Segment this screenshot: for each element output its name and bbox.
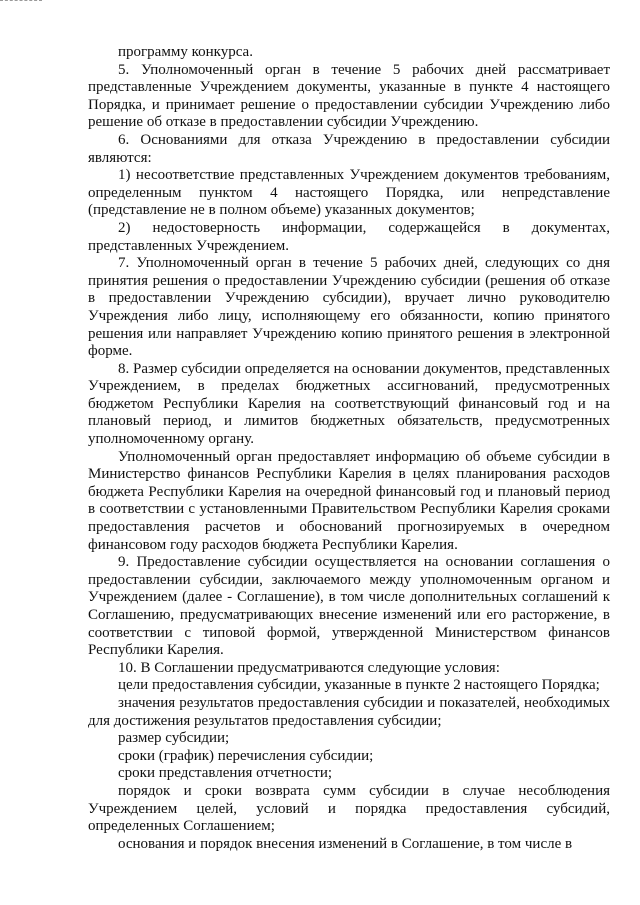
paragraph-condition-amount: размер субсидии; [118,730,230,747]
paragraph-condition-schedule: сроки (график) перечисления субсидии; [118,747,374,764]
paragraph-item-6-sub-1: 1) несоответствие представленных Учреждением документов требованиям, определенным пунктом 4 настоящего Порядка, или непредставление (представление не в полном объеме) указанных документов; [88,167,610,219]
paragraph-item-8-budget-info: Уполномоченный орган предоставляет информацию об объеме субсидии в Министерство финансов Республики Карелия в целях планирования расходов бюджета Республики Карелия на очередной финансовый год и плановый период в соответствии с установленными Правительством Республики Карелия сроками предоставления расчетов и обоснований прогнозируемых в очередном финансовом году расходов бюджета Республики Карелия. [88,448,610,553]
paragraph-item-10: 10. В Соглашении предусматриваются следующие условия: [118,659,500,676]
paragraph-item-7: 7. Уполномоченный орган в течение 5 рабочих дней, следующих со дня принятия решения о предоставлении Учреждению субсидии (решения об отказе в предоставлении Учреждению субсидии), вручает лично руководителю Учреждения либо лицу, исполняющему его обязанности, копию принятого решения или направляет Учреждению копию принятого решения в электронной форме. [88,255,610,360]
paragraph-condition-results: значения результатов предоставления субсидии и показателей, необходимых для достижения результатов предоставления субсидии; [88,694,610,729]
paragraph-condition-return: порядок и сроки возврата сумм субсидии в случае несоблюдения Учреждением целей, условий и порядка предоставления субсидий, определенных Соглашением; [88,782,610,835]
scan-corner-mark [0,0,42,2]
paragraph-item-6-sub-2: 2) недостоверность информации, содержащейся в документах, представленных Учреждением. [88,219,610,254]
paragraph-program-continuation: программу конкурса. [118,44,253,60]
paragraph-item-5: 5. Уполномоченный орган в течение 5 рабочих дней рассматривает представленные Учреждением документы, указанные в пункте 4 настоящего Порядка, и принимает решение о предоставлении субсидии Учреждению либо решение об отказе в предоставлении субсидии Учреждению. [88,61,610,131]
paragraph-condition-goals: цели предоставления субсидии, указанные в пункте 2 настоящего Порядка; [118,677,600,694]
paragraph-item-8: 8. Размер субсидии определяется на основании документов, представленных Учреждением, в пределах бюджетных ассигнований, предусмотренных бюджетом Республики Карелия на соответствующий финансовый год и на плановый период, и лимитов бюджетных обязательств, предусмотренных уполномоченному органу. [88,360,610,448]
paragraph-condition-changes: основания и порядок внесения изменений в Соглашение, в том числе в [118,835,573,852]
paragraph-item-6: 6. Основаниями для отказа Учреждению в предоставлении субсидии являются: [88,131,610,166]
paragraph-item-9: 9. Предоставление субсидии осуществляется на основании соглашения о предоставлении субсидии, заключаемого между уполномоченным органом и Учреждением (далее - Соглашение), в том числе дополнительных соглашений к Соглашению, предусматривающих внесение изменений или его расторжение, в соответствии с типовой формой, утвержденной Министерством финансов Республики Карелия. [88,554,610,659]
document-body [88,44,610,853]
paragraph-condition-reporting: сроки представления отчетности; [118,765,333,782]
